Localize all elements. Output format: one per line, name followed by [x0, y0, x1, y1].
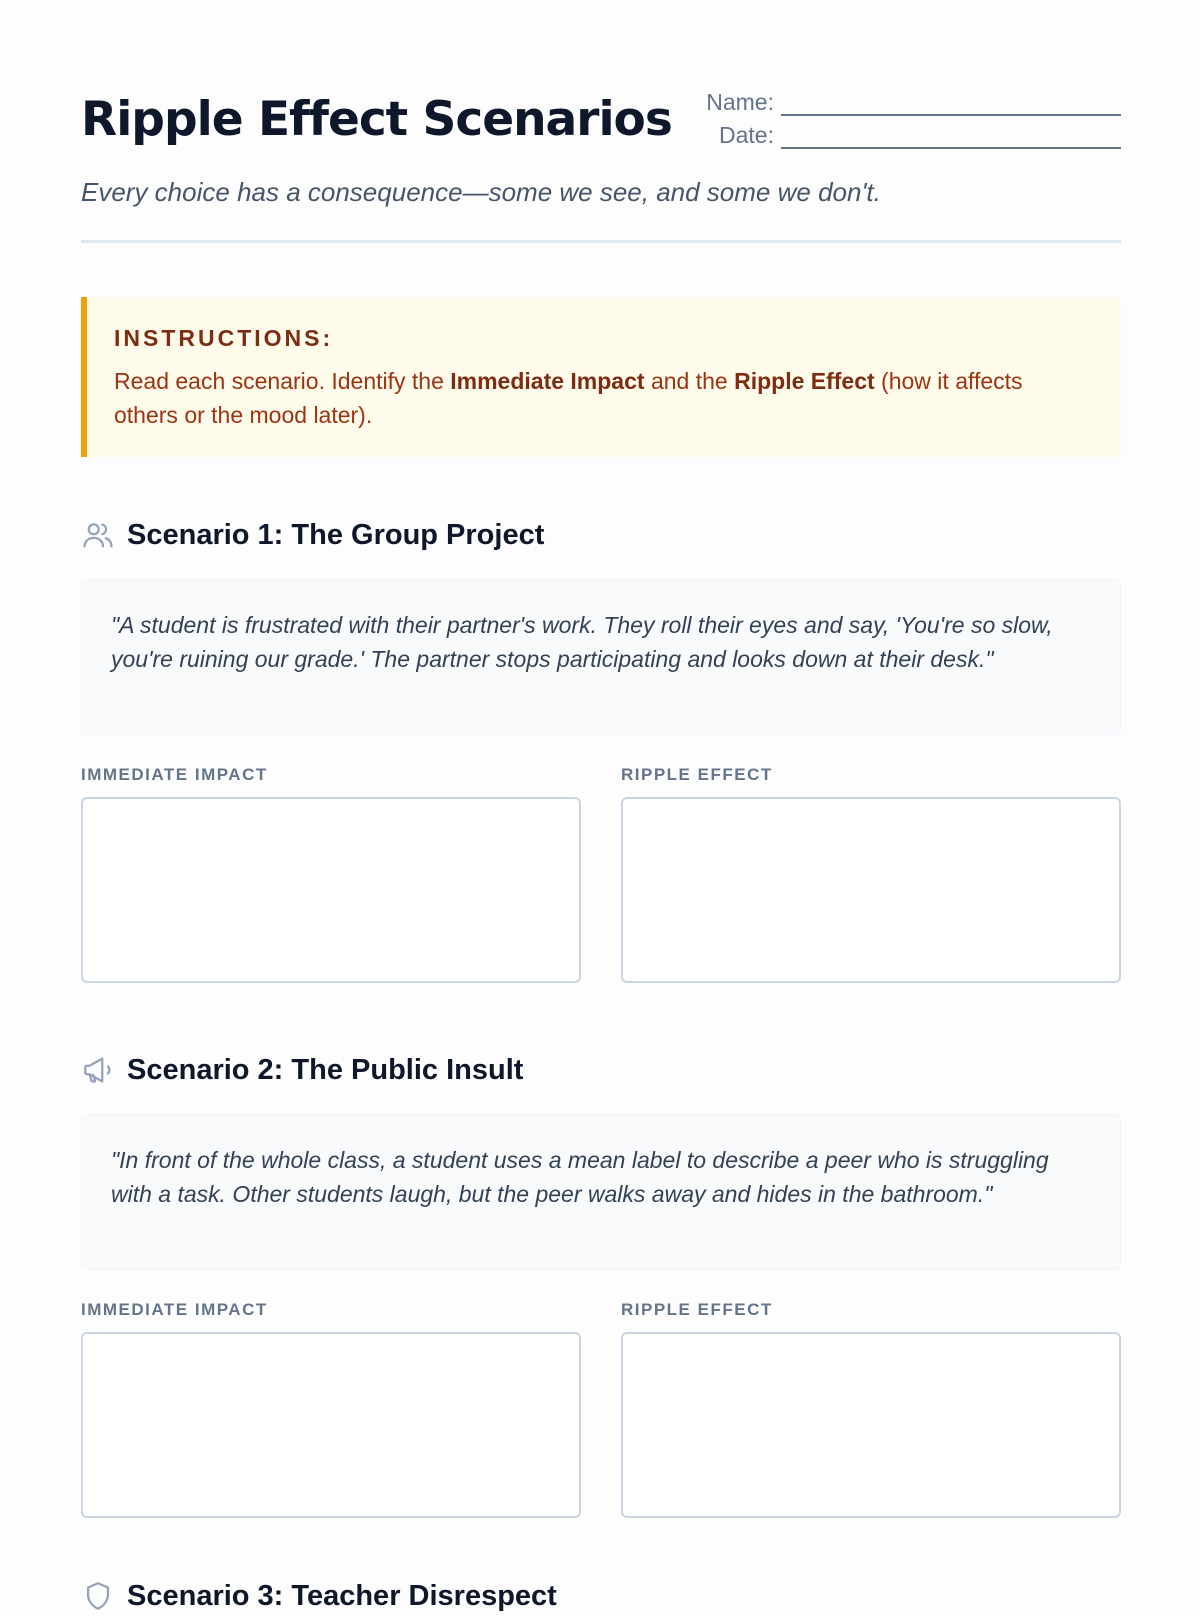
- immediate-impact-label: IMMEDIATE IMPACT: [81, 765, 268, 784]
- ripple-effect-box[interactable]: [621, 1332, 1121, 1518]
- date-field[interactable]: [781, 123, 1121, 149]
- instructions-box: [81, 297, 1121, 457]
- users-icon: [81, 518, 115, 552]
- subtitle: Every choice has a consequence—some we see, and some we don't.: [81, 177, 881, 207]
- immediate-impact-box[interactable]: [81, 797, 581, 983]
- name-row: [681, 83, 1121, 116]
- name-field[interactable]: [781, 90, 1121, 116]
- instructions-bold-immediate: Immediate Impact: [450, 368, 645, 394]
- date-label: Date:: [719, 122, 774, 148]
- megaphone-icon: [81, 1053, 115, 1087]
- immediate-impact-label: IMMEDIATE IMPACT: [81, 1300, 268, 1319]
- scenario-1: [81, 515, 1121, 983]
- name-date-fields: [681, 83, 1121, 149]
- ripple-effect-label: RIPPLE EFFECT: [621, 765, 773, 784]
- scenario-title: Scenario 1: The Group Project: [127, 518, 545, 551]
- instructions-bold-ripple: Ripple Effect: [734, 368, 875, 394]
- scenario-2: [81, 1050, 1121, 1518]
- ripple-effect-column: [621, 765, 1121, 983]
- scenario-quote: "In front of the whole class, a student uses a mean label to describe a peer who is struggling with a task. Other students laugh, but the peer walks away and hides in the bathroom.": [81, 1114, 1121, 1270]
- ripple-effect-label: RIPPLE EFFECT: [621, 1300, 773, 1319]
- scenario-3: [81, 1576, 1121, 1616]
- date-row: [681, 116, 1121, 149]
- ripple-effect-box[interactable]: [621, 797, 1121, 983]
- name-label: Name:: [706, 89, 774, 115]
- instructions-text-part: (how it affects others or the mood later).: [114, 368, 1023, 428]
- page-title: Ripple Effect Scenarios: [81, 92, 672, 147]
- instructions-text: [114, 364, 1091, 432]
- scenario-title: Scenario 3: Teacher Disrespect: [127, 1579, 557, 1612]
- scenario-quote: "A student is frustrated with their partner's work. They roll their eyes and say, 'You're so slow, you're ruining our grade.' The partner stops participating and looks down at their desk.": [81, 579, 1121, 735]
- ripple-effect-column: [621, 1300, 1121, 1518]
- scenario-title: Scenario 2: The Public Insult: [127, 1053, 524, 1086]
- immediate-impact-box[interactable]: [81, 1332, 581, 1518]
- header: [81, 80, 1121, 160]
- immediate-impact-column: [81, 1300, 581, 1518]
- scenario-header: [81, 515, 1121, 555]
- immediate-impact-column: [81, 765, 581, 983]
- shield-icon: [81, 1579, 115, 1613]
- scenario-header: [81, 1576, 1121, 1616]
- instructions-title: INSTRUCTIONS:: [114, 325, 334, 351]
- instructions-text-part: and the: [644, 368, 735, 394]
- divider: [81, 240, 1121, 243]
- scenario-header: [81, 1050, 1121, 1090]
- answer-section: [81, 765, 1121, 983]
- answer-section: [81, 1300, 1121, 1518]
- instructions-text-part: Read each scenario. Identify the: [114, 368, 451, 394]
